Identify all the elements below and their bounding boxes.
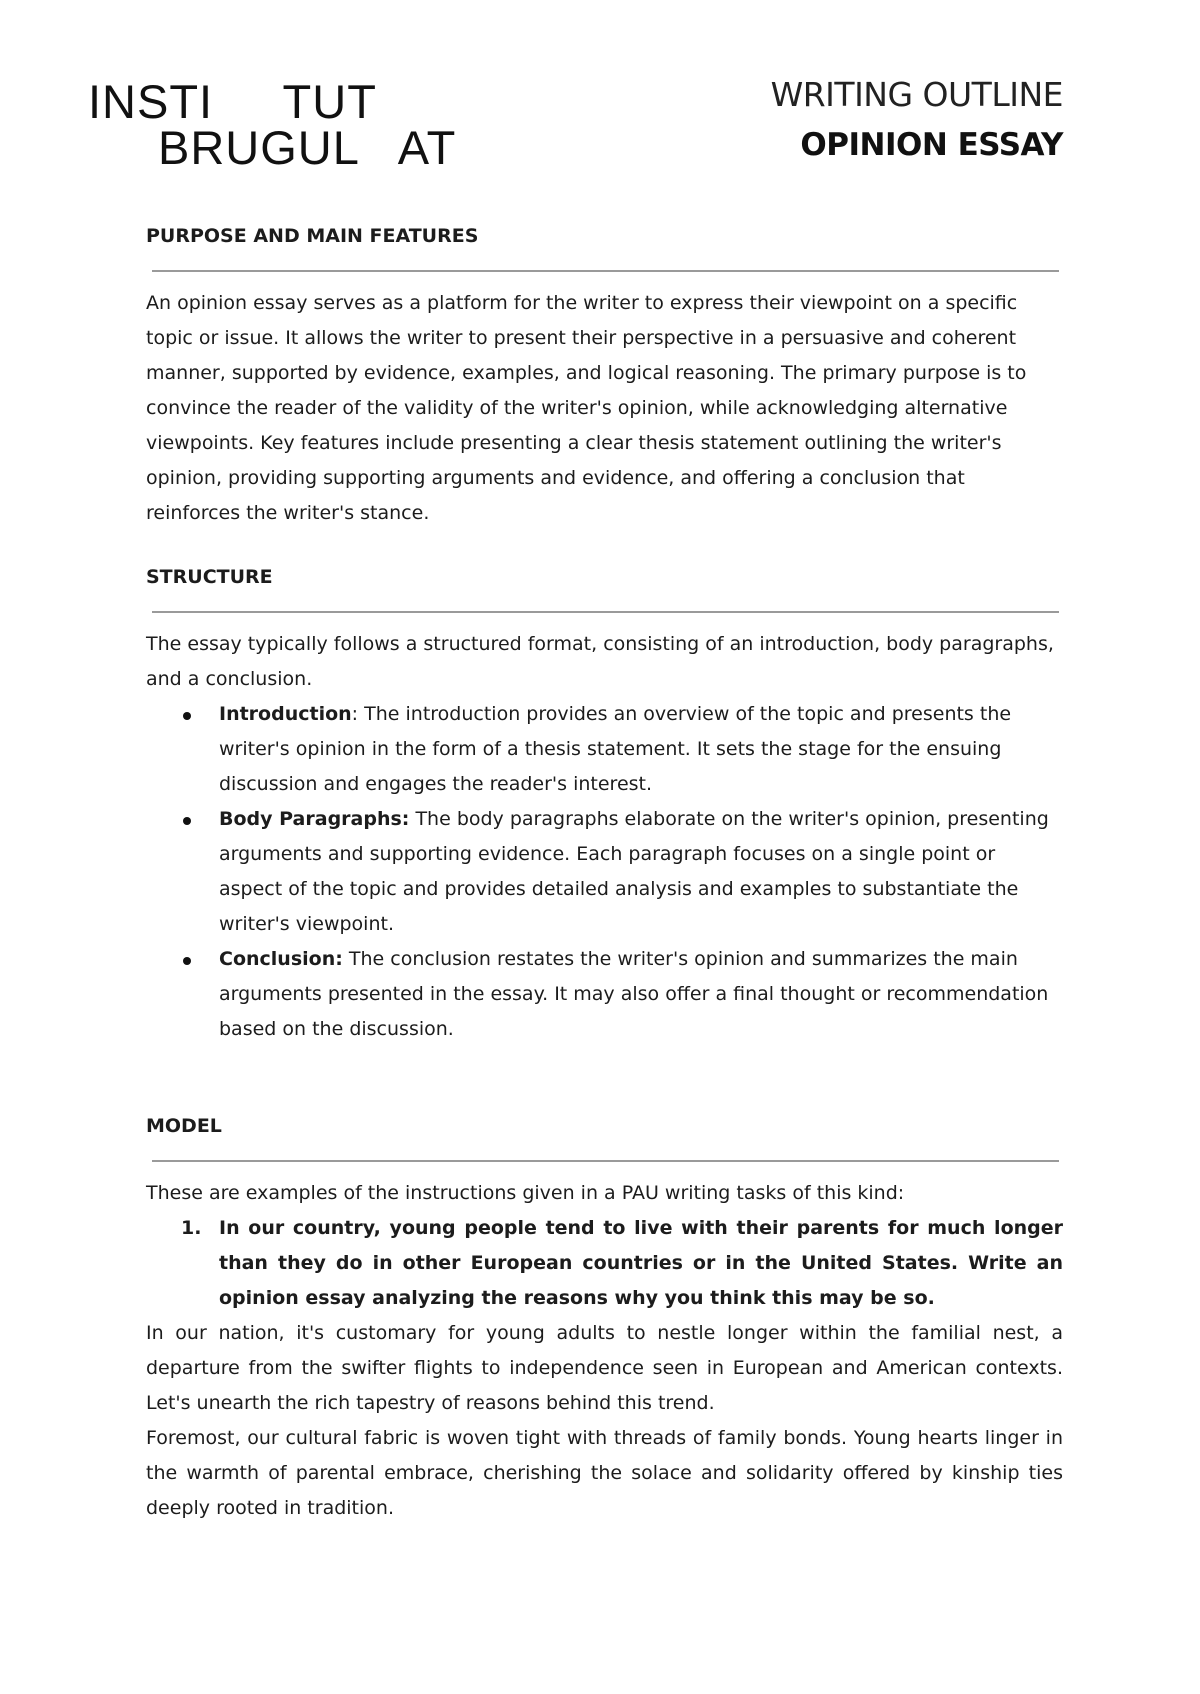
section-divider [152,611,1059,613]
list-item-text: The introduction provides an overview of the topic and presents the writer's opinion in the form of a thesis statement. It sets the stage for the ensuing discussion and engages the reader's interest. [219,703,1012,795]
structure-intro: The essay typically follows a structured format, consisting of an introduction, body paragraphs, and a conclusion. [146,633,1054,690]
document-type-block [770,75,1063,163]
list-item-term: Introduction [219,703,352,725]
bullet-icon [183,817,191,825]
model-paragraph: Foremost, our cultural fabric is woven tight with threads of family bonds. Young hearts linger in the warmth of parental embrace, cherishing the solace and solidarity offered by kinship ties deeply rooted in tradition. [146,1427,1063,1519]
list-item-separator: : [351,703,365,725]
task-instruction: In our country, young people tend to live with their parents for much longer than they do in other European countries or in the United States. Write an opinion essay analyzing the reasons why you think this may be so. [219,1217,1063,1309]
section-divider [152,1160,1059,1162]
document-title: OPINION ESSAY [800,127,1063,163]
list-item [219,697,1063,802]
section-heading-model: MODEL [146,1115,222,1137]
bullet-icon [183,957,191,965]
purpose-paragraph: An opinion essay serves as a platform for the writer to express their viewpoint on a specific topic or issue. It allows the writer to present their perspective in a persuasive and coherent manner, supported by evidence, examples, and logical reasoning. The primary purpose is to convince the reader of the validity of the writer's opinion, while acknowledging alternative viewpoints. Key features include presenting a clear thesis statement outlining the writer's opinion, providing supporting arguments and evidence, and offering a conclusion that reinforces the writer's stance. [146,292,1027,524]
list-item-term: Body Paragraphs: [219,808,410,830]
logo-line-2: BRUGUL AT [158,121,457,174]
list-item-text: The conclusion restates the writer's opinion and summarizes the main arguments presented in the essay. It may also offer a final thought or recommendation based on the discussion. [219,948,1049,1040]
list-item-number: 1. [181,1217,202,1239]
model-intro: These are examples of the instructions given in a PAU writing tasks of this kind: [146,1182,905,1204]
logo-line-1: INSTI TUT [88,75,377,128]
structure-list [146,697,1063,1047]
section-heading-purpose: PURPOSE AND MAIN FEATURES [146,225,479,247]
list-item [181,1211,1063,1316]
bullet-icon [183,712,191,720]
list-item-text: The body paragraphs elaborate on the writer's opinion, presenting arguments and supporting evidence. Each paragraph focuses on a single point or aspect of the topic and provides detailed analysis and examples to substantiate the writer's viewpoint. [219,808,1049,935]
list-item [219,942,1063,1047]
section-divider [152,270,1059,272]
section-heading-structure: STRUCTURE [146,566,273,588]
list-item-term: Conclusion: [219,948,343,970]
list-item [219,802,1063,942]
model-paragraph: In our nation, it's customary for young adults to nestle longer within the familial nest, a departure from the swifter flights to independence seen in European and American contexts. Let's unearth the rich tapestry of reasons behind this trend. [146,1322,1063,1414]
model-task-list [146,1211,1063,1316]
document-kind: WRITING OUTLINE [770,75,1063,114]
document-content [146,222,1063,1526]
